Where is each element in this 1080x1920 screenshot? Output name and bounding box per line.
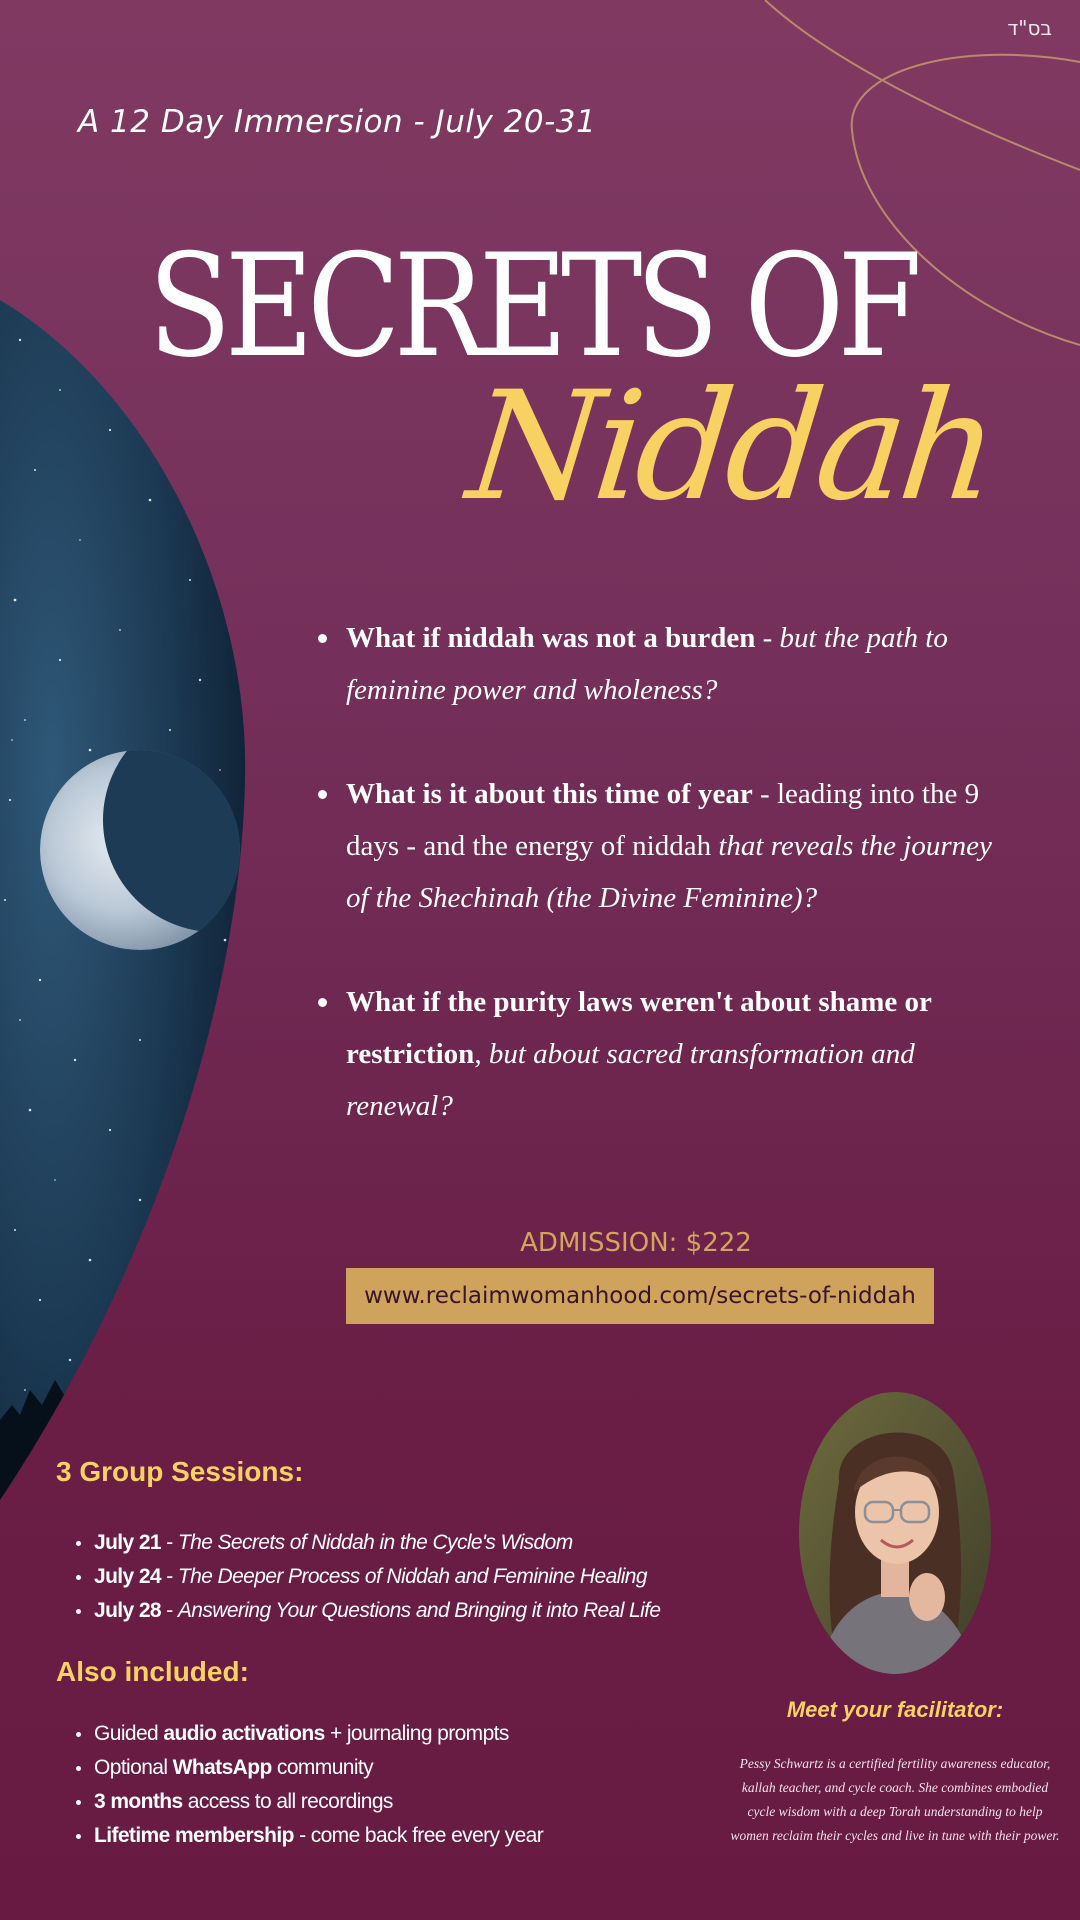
included-list [76,1717,543,1853]
facilitator-bio: Pessy Schwartz is a certified fertility awareness educator, kallah teacher, and cycle coach. She combines embodied cycle wisdom with a deep Torah understanding to help women reclaim their cycles and live in tune with their power. [730,1756,1060,1843]
session-item: July 28 - Answering Your Questions and Bringing it into Real Life [76,1594,660,1628]
included-heading: Also included: [56,1656,249,1687]
sessions-heading: 3 Group Sessions: [56,1456,304,1487]
registration-url-text: www.reclaimwomanhood.com/secrets-of-niddah [364,1283,916,1309]
question-item: What if niddah was not a burden - but the path to feminine power and wholeness? [318,612,1018,716]
question-list [318,612,1018,1184]
session-item: July 21 - The Secrets of Niddah in the Cycle's Wisdom [76,1526,660,1560]
title-niddah: Niddah [460,360,1001,534]
event-subtitle: A 12 Day Immersion - July 20-31 [78,104,597,140]
facilitator-heading: Meet your facilitator: [786,1697,1004,1722]
included-item: Optional WhatsApp community [76,1751,543,1785]
included-item: Lifetime membership - come back free every year [76,1819,543,1853]
admission-price: ADMISSION: $222 [520,1228,752,1258]
included-item: 3 months access to all recordings [76,1785,543,1819]
question-item: What if the purity laws weren't about shame or restriction, but about sacred transformation and renewal? [318,976,1018,1132]
hebrew-mark: בס"ד [1007,16,1052,40]
sessions-list [76,1526,660,1628]
facilitator-portrait [799,1392,991,1674]
session-item: July 24 - The Deeper Process of Niddah and Feminine Healing [76,1560,660,1594]
registration-url-link[interactable] [346,1268,934,1324]
night-sky-image [0,300,260,1510]
question-item: What is it about this time of year - leading into the 9 days - and the energy of niddah that reveals the journey of the Shechinah (the Divine Feminine)? [318,768,1018,924]
title-secrets-of: SECRETS OF [148,224,916,389]
included-item: Guided audio activations + journaling prompts [76,1717,543,1751]
